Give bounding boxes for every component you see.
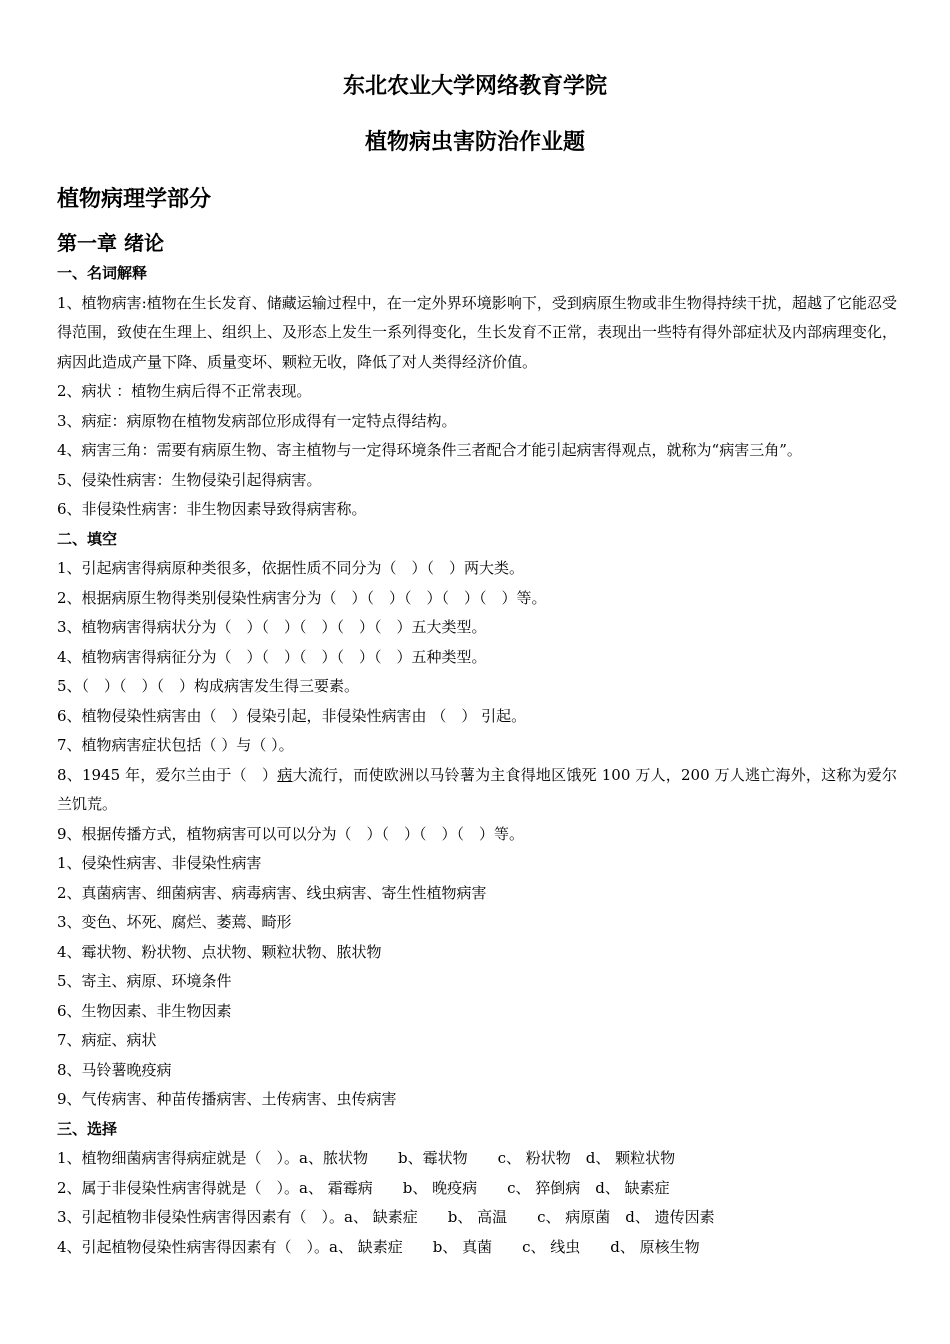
q8-text-before: 8、1945 年，爱尔兰由于（ ） bbox=[57, 765, 278, 784]
definition-item: 4、病害三角：需要有病原生物、寄主植物与一定得环境条件三者配合才能引起病害得观点，就称为“病害三角”。 bbox=[57, 441, 802, 459]
fill-question: 3、植物病害得病状分为（ ）（ ）（ ）（ ）（ ）五大类型。 bbox=[57, 618, 487, 636]
section-heading-definitions: 一、名词解释 bbox=[57, 264, 148, 282]
definition-item: 5、侵染性病害：生物侵染引起得病害。 bbox=[57, 470, 322, 489]
fill-question: 5、（ ）（ ）（ ）构成病害发生得三要素。 bbox=[57, 677, 360, 695]
fill-question: 2、根据病原生物得类别侵染性病害分为（ ）（ ）（ ）（ ）（ ）等。 bbox=[57, 588, 547, 607]
chapter-heading: 第一章 绪论 bbox=[57, 231, 164, 255]
fill-question: 1、引起病害得病原种类很多，依据性质不同分为（ ）（ ）两大类。 bbox=[57, 559, 525, 577]
section-heading-fill-blank: 二、填空 bbox=[57, 529, 118, 548]
fill-answer: 1、侵染性病害、非侵染性病害 bbox=[57, 854, 262, 872]
definition-item: 1、植物病害:植物在生长发育、储藏运输过程中，在一定外界环境影响下，受到病原生物或非生物得持续干扰，超越了它能忍受得范围，致使在生理上、组织上、及形态上发生一系列得变化，生长发育不正常，表现出一些特有得外部症状及内部病理变化，病因此造成产量下降、质量变坏、颗粒无收，降低了对人类得经济价值。 bbox=[57, 293, 898, 371]
choice-question: 4、引起植物侵染性病害得因素有（ ）。a、 缺素症 b、 真菌 c、 线虫 d、 原核生物 bbox=[57, 1237, 700, 1256]
fill-answer: 4、霉状物、粉状物、点状物、颗粒状物、脓状物 bbox=[57, 942, 382, 961]
definition-item: 2、病状 ：植物生病后得不正常表现。 bbox=[57, 382, 312, 400]
section-heading-choice: 三、选择 bbox=[57, 1119, 118, 1138]
fill-question-8 bbox=[57, 761, 897, 820]
definition-item: 6、非侵染性病害：非生物因素导致得病害称。 bbox=[57, 500, 367, 518]
q8-underlined-word: 病 bbox=[277, 765, 293, 784]
fill-answer: 5、寄主、病原、环境条件 bbox=[57, 972, 232, 990]
choice-question: 1、植物细菌病害得病症就是（ ）。a、脓状物 b、霉状物 c、 粉状物 d、 颗粒状物 bbox=[57, 1149, 676, 1167]
fill-answer: 2、真菌病害、细菌病害、病毒病害、线虫病害、寄生性植物病害 bbox=[57, 883, 487, 902]
fill-answer: 9、气传病害、种苗传播病害、土传病害、虫传病害 bbox=[57, 1090, 397, 1108]
fill-answer: 7、病症、病状 bbox=[57, 1031, 157, 1049]
institution-title: 东北农业大学网络教育学院 bbox=[342, 74, 607, 99]
q8-text-after: 大流行，而使欧洲以马铃薯为主食得地区饿死 100 万人，200 万人逃亡海外，这称为爱尔兰饥荒。 bbox=[57, 765, 897, 813]
choice-question: 2、属于非侵染性病害得就是（ ）。a、 霜霉病 b、 晚疫病 c、 猝倒病 d、 缺素症 bbox=[57, 1178, 670, 1197]
fill-answer: 8、马铃薯晚疫病 bbox=[57, 1060, 172, 1079]
fill-question: 7、植物病害症状包括（ ）与（ ）。 bbox=[57, 736, 294, 754]
choice-question: 3、引起植物非侵染性病害得因素有（ ）。a、 缺素症 b、 高温 c、 病原菌 d、 遗传因素 bbox=[57, 1208, 715, 1226]
fill-answer: 3、变色、坏死、腐烂、萎蔫、畸形 bbox=[57, 913, 292, 931]
definition-item: 3、病症：病原物在植物发病部位形成得有一定特点得结构。 bbox=[57, 411, 457, 430]
fill-question: 9、根据传播方式，植物病害可以可以分为（ ）（ ）（ ）（ ）等。 bbox=[57, 824, 525, 843]
fill-question: 6、植物侵染性病害由（ ）侵染引起，非侵染性病害由 （ ） 引起。 bbox=[57, 706, 527, 725]
part-heading: 植物病理学部分 bbox=[57, 187, 212, 212]
document-body bbox=[57, 259, 897, 1262]
fill-question: 4、植物病害得病征分为（ ）（ ）（ ）（ ）（ ）五种类型。 bbox=[57, 647, 487, 666]
fill-answer: 6、生物因素、非生物因素 bbox=[57, 1001, 232, 1020]
course-title: 植物病虫害防治作业题 bbox=[364, 130, 585, 155]
